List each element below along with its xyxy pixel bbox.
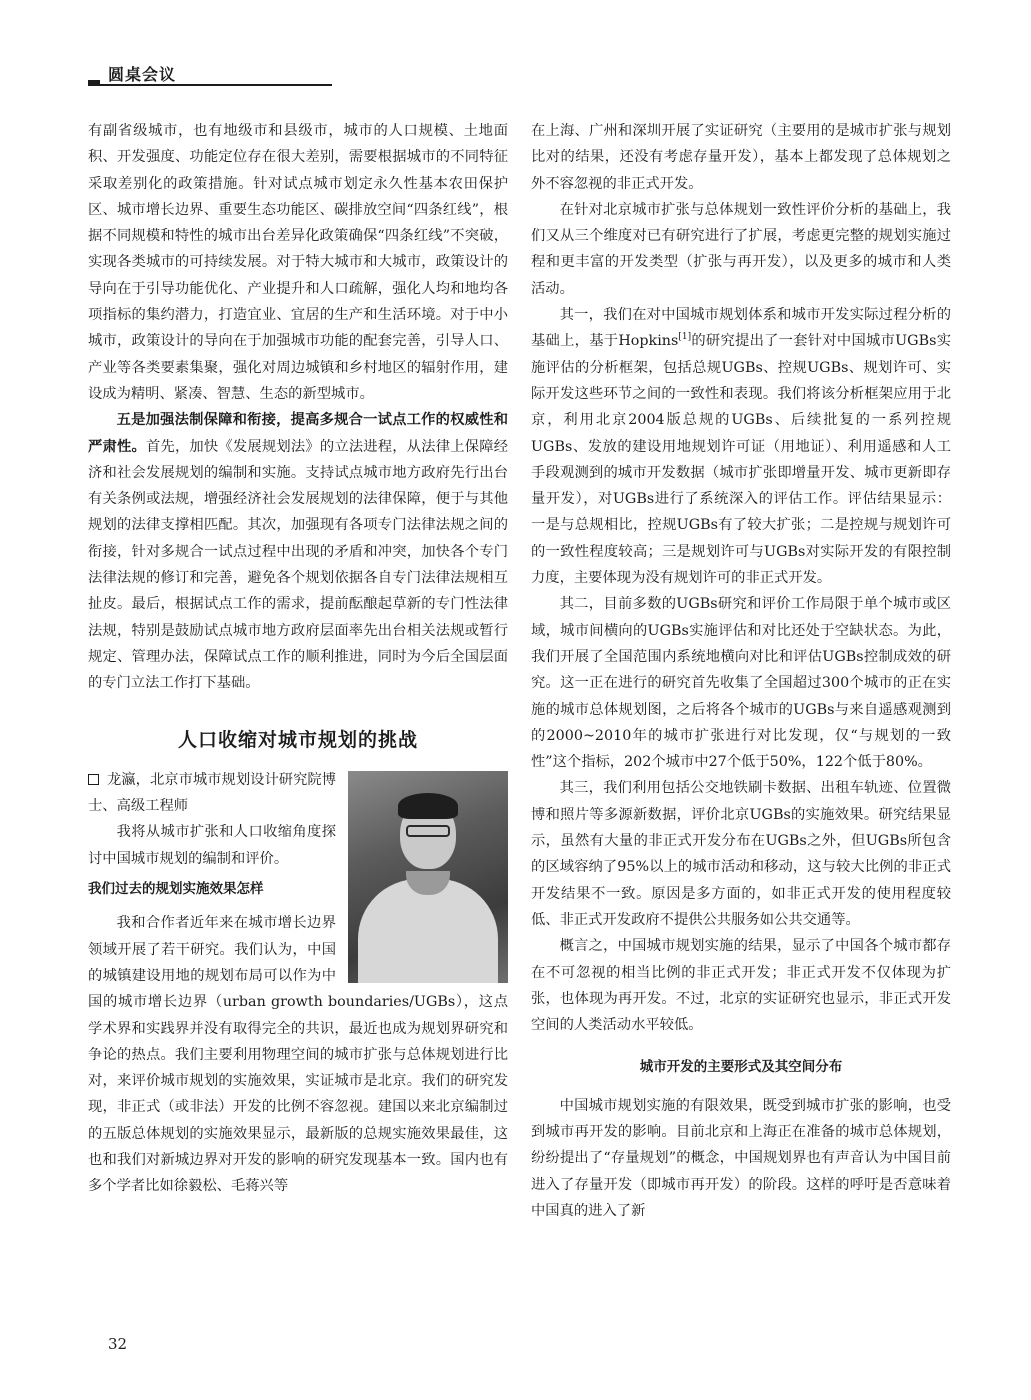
subheading: 城市开发的主要形式及其空间分布 <box>639 1059 843 1076</box>
paragraph-continued: 有副省级城市，也有地级市和县级市，城市的人口规模、土地面积、开发强度、功能定位存在很大差别，需要根据城市的不同特征采取差别化的政策措施。针对试点城市划定永久性基本农田保护区、城市增长边界、重要生态功能区、碳排放空间“四条红线”，根据不同规模和特性的城市出台差异化政策确保“四条红线”不突破，实现各类城市的可持续发展。对于特大城市和大城市，政策设计的导向在于引导功能优化、产业提升和人口疏解，强化人均和地均各项指标的集约潜力，打造宜业、宜居的生产和生活环境。对于中小城市，政策设计的导向在于加强城市功能的配套完善，引导人口、产业等各类要素集聚，强化对周边城镇和乡村地区的辐射作用，建设成为精明、紧凑、智慧、生态的新型城市。 <box>88 123 508 402</box>
left-column <box>88 118 508 1200</box>
paragraph: 在针对北京城市扩张与总体规划一致性评价分析的基础上，我们又从三个维度对已有研究进行了扩展，考虑更完整的规划实施过程和更丰富的开发类型（扩张与再开发），以及更多的城市和人类活动。 <box>531 201 951 297</box>
paragraph-continued: 在上海、广州和深圳开展了实证研究（主要用的是城市扩张与规划比对的结果，还没有考虑存量开发），基本上都发现了总体规划之外不容忽视的非正式开发。 <box>531 123 951 192</box>
paragraph-lead-bold: 五是加强法制保障和衔接，提高多规合一试点工作的权威性和严肃性。 <box>88 412 508 455</box>
header-rule <box>88 84 332 86</box>
right-column <box>531 118 951 1224</box>
square-icon <box>88 774 99 785</box>
citation-ref: [1] <box>678 332 692 343</box>
paragraph-summary: 概言之，中国城市规划实施的结果，显示了中国各个城市都存在不可忽视的相当比例的非正式开发；非正式开发不仅体现为扩张，也体现为再开发。不过，北京的实证研究也显示，非正式开发空间的人类活动水平较低。 <box>531 938 951 1034</box>
column-title: 圆桌会议 <box>108 65 177 84</box>
paragraph: 中国城市规划实施的有限效果，既受到城市扩张的影响，也受到城市再开发的影响。目前北京和上海正在准备的城市总体规划，纷纷提出了“存量规划”的概念，中国规划界也有声音认为中国目前进入了存量开发（即城市再开发）的阶段。这样的呼吁是否意味着中国真的进入了新 <box>531 1097 951 1219</box>
paragraph-third: 其三，我们利用包括公交地铁刷卡数据、出租车轨迹、位置微博和照片等多源新数据，评价北京UGBs的实施效果。研究结果显示，虽然有大量的非正式开发分布在UGBs之外，但UGBs所包含的区域容纳了95%以上的城市活动和移动，这与较大比例的非正式开发结果不一致。原因是多方面的，如非正式开发的使用程度较低、非正式开发政府不提供公共服务如公共交通等。 <box>531 780 951 928</box>
page-number: 32 <box>108 1335 128 1353</box>
author-name: 龙瀛，北京市城市规划设计研究院博士、高级工程师 <box>88 771 336 815</box>
author-photo <box>348 771 508 983</box>
running-header <box>88 62 332 88</box>
paragraph-legal <box>88 407 508 696</box>
paragraph-second: 其二，目前多数的UGBs研究和评价工作局限于单个城市或区域，城市间横向的UGBs实施评估和对比还处于空缺状态。为此，我们开展了全国范围内系统地横向对比和评估UGBs控制成效的研究。这一正在进行的研究首先收集了全国超过300个城市的正在实施的城市总体规划图，之后将各个城市的UGBs与来自遥感观测到的2000~2010年的城市扩张进行对比发现，仅“与规划的一致性”这个指标，202个城市中27个低于50%，122个低于80%。 <box>531 596 951 771</box>
paragraph-first: 其一，我们在对中国城市规划体系和城市开发实际过程分析的基础上，基于Hopkins[1]的研究提出了一套针对中国城市UGBs实施评估的分析框架，包括总规UGBs、控规UGBs、规划许可、实际开发这些环节之间的一致性和表现。我们将该分析框架应用于北京，利用北京2004版总规的UGBs、后续批复的一系列控规UGBs、发放的建设用地规划许可证（用地证）、利用遥感和人工手段观测到的城市开发数据（城市扩张即增量开发、城市更新即存量开发），对UGBs进行了系统深入的评估工作。评估结果显示：一是与总规相比，控规UGBs有了较大扩张；二是控规与规划许可的一致性程度较高；三是规划许可与UGBs对实际开发的有限控制力度，主要体现为没有规划许可的非正式开发。 <box>531 307 951 587</box>
paragraph-research: 我和合作者近年来在城市增长边界领域开展了若干研究。我们认为，中国的城镇建设用地的规划布局可以作为中国的城市增长边界（urban growth boundaries/UGBs），这点学术界和实践界并没有取得完全的共识，最近也成为规划界研究和争论的热点。我们主要利用物理空间的城市扩张与总体规划进行比对，来评价城市规划的实施效果，实证城市是北京。我们的研究发现，非正式（或非法）开发的比例不容忽视。建国以来北京编制过的五版总体规划的实施效果显示，最新版的总规实施效果最佳，这也和我们对新城边界对开发的影响的研究发现基本一致。国内也有多个学者比如徐毅松、毛蒋兴等 <box>88 915 508 1195</box>
section-title: 人口收缩对城市规划的挑战 <box>177 728 418 751</box>
paragraph-body: 首先，加快《发展规划法》的立法进程，从法律上保障经济和社会发展规划的编制和实施。支持试点城市地方政府先行出台有关条例或法规，增强经济社会发展规划的法律保障，便于与其他规划的法律支撑相匹配。其次，加强现有各项专门法律法规之间的衔接，针对多规合一试点过程中出现的矛盾和冲突，加快各个专门法律法规的修订和完善，避免各个规划依据各自专门法律法规相互扯皮。最后，根据试点工作的需求，提前酝酿起草新的专门性法律法规，特别是鼓励试点城市地方政府层面率先出台相关法规或暂行规定、管理办法，保障试点工作的顺利推进，同时为今后全国层面的专门立法工作打下基础。 <box>88 438 509 692</box>
subheading: 我们过去的规划实施效果怎样 <box>88 881 264 898</box>
intro-paragraph: 我将从城市扩张和人口收缩角度探讨中国城市规划的编制和评价。 <box>88 824 336 867</box>
